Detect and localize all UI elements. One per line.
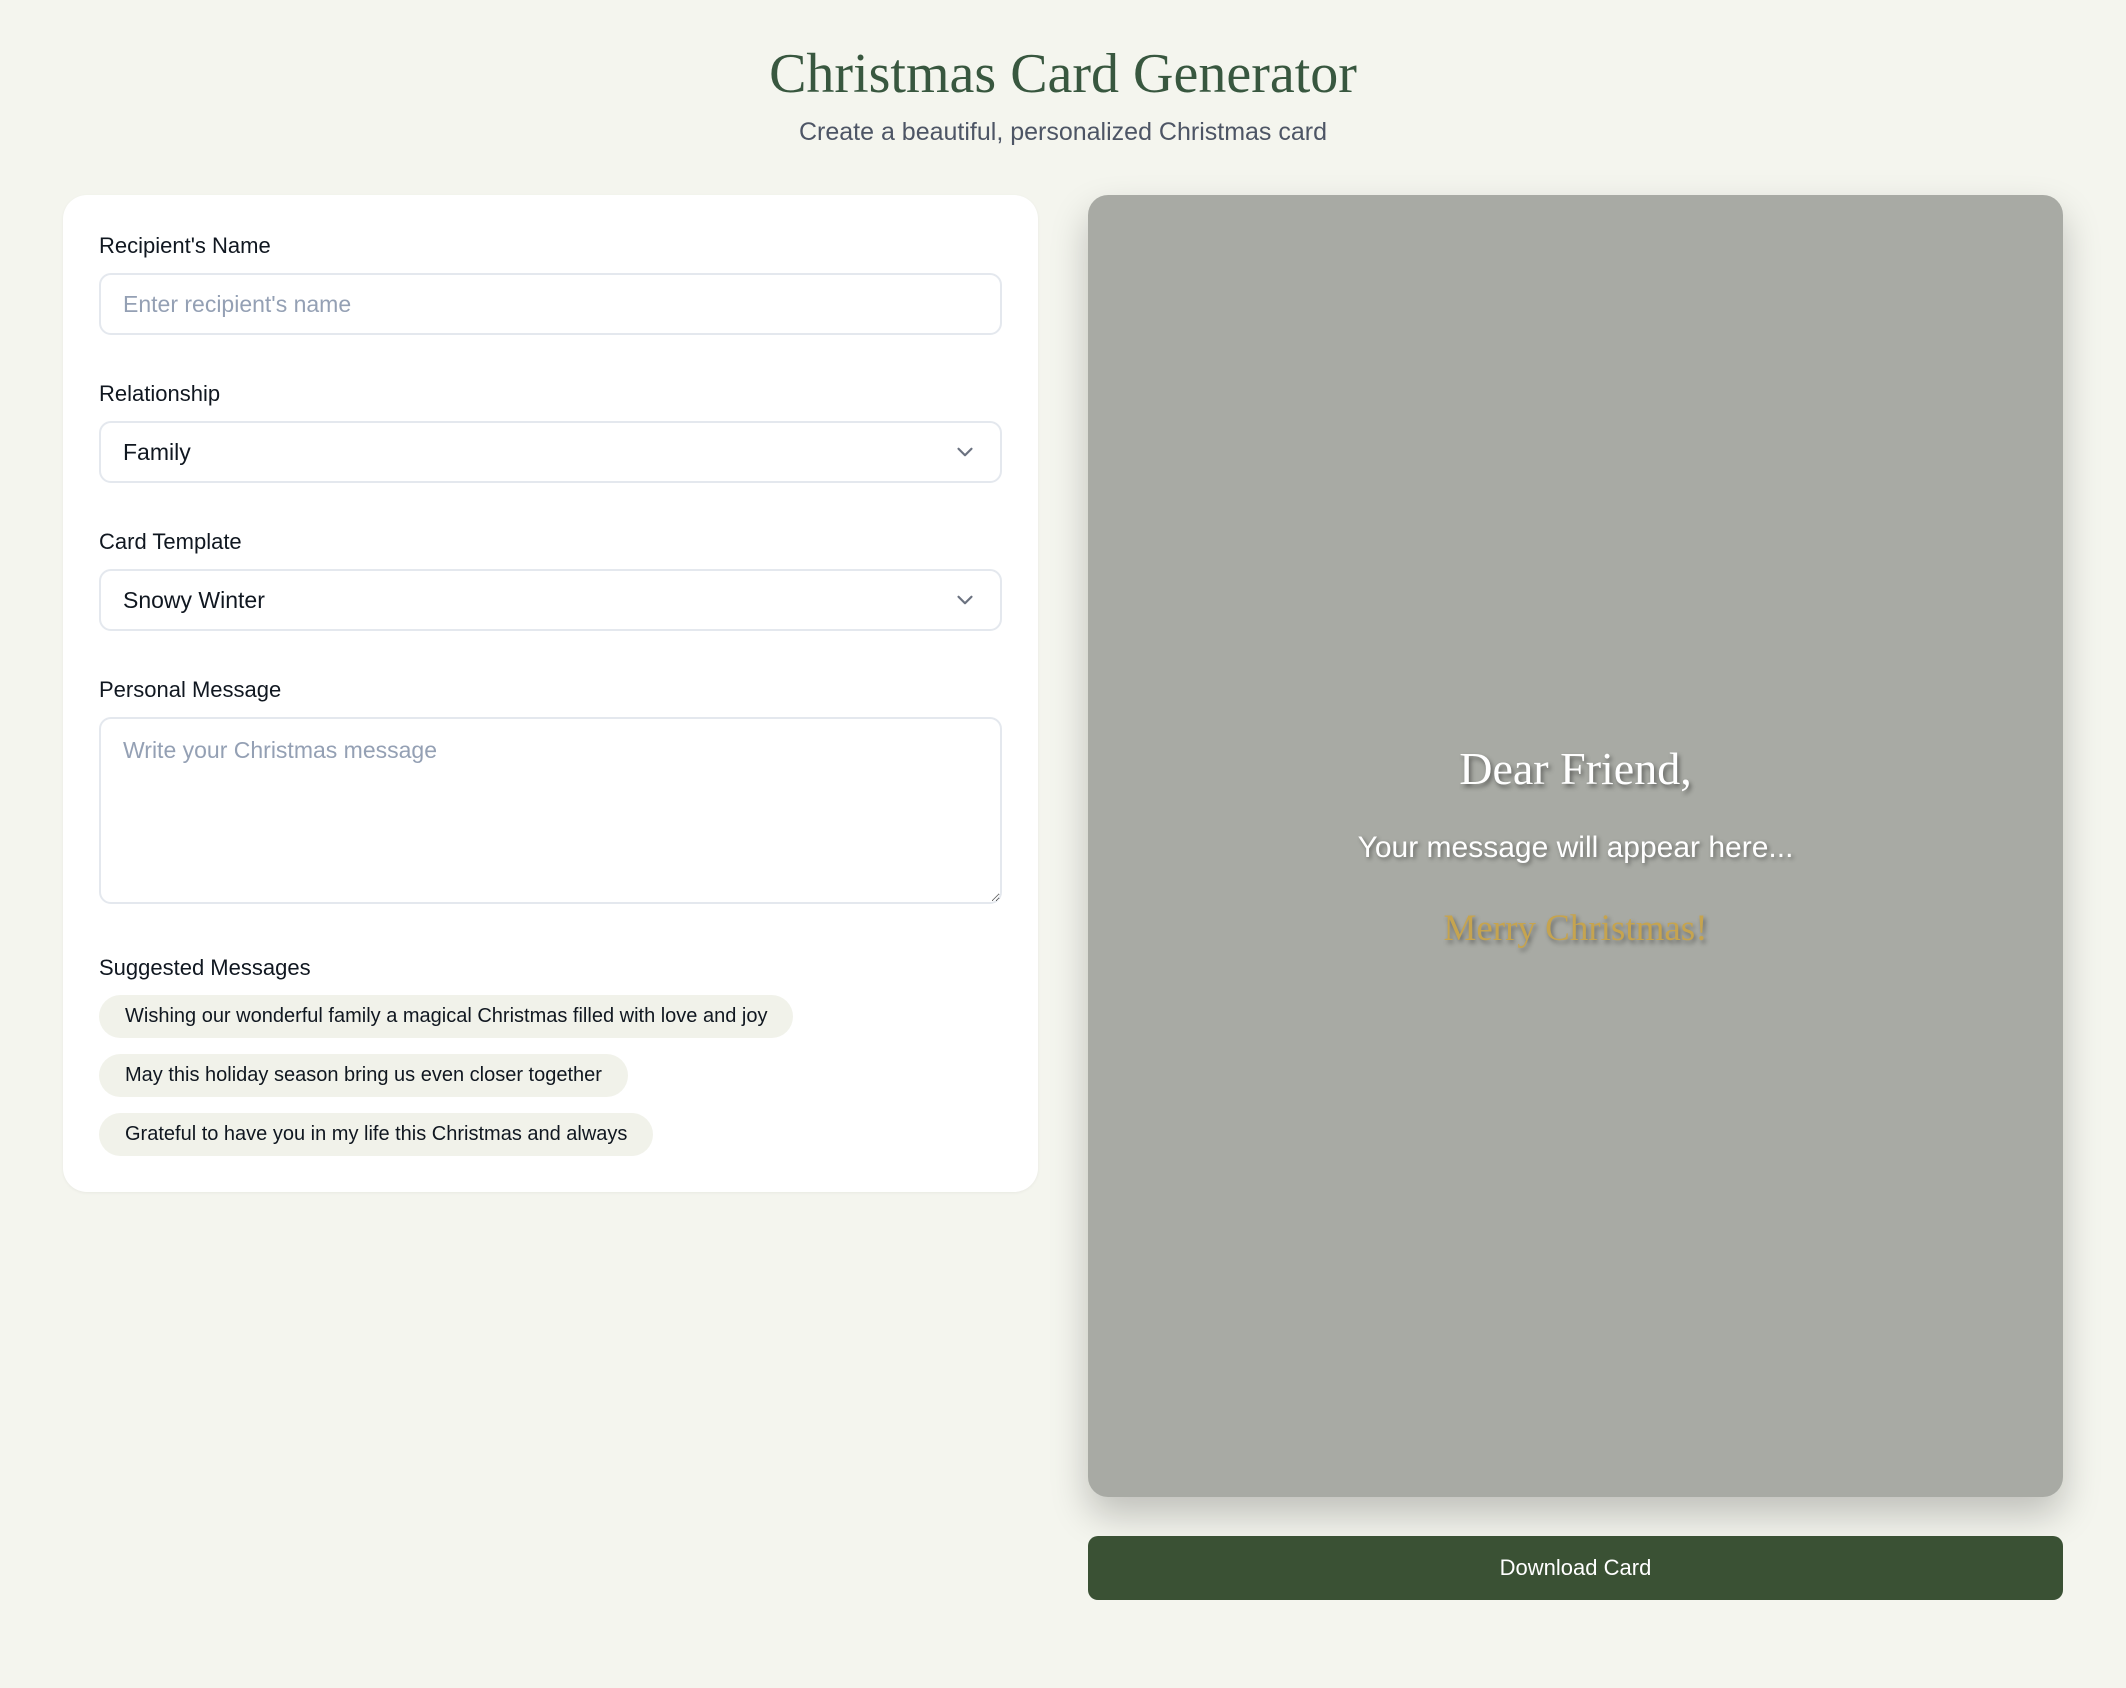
suggested-message-pill[interactable]: Wishing our wonderful family a magical Christmas filled with love and joy	[99, 995, 793, 1038]
personal-message-label: Personal Message	[99, 677, 282, 703]
relationship-field-group	[99, 379, 1002, 483]
download-card-button[interactable]: Download Card	[1088, 1536, 2063, 1600]
suggested-message-pill[interactable]: Grateful to have you in my life this Christmas and always	[99, 1113, 653, 1156]
preview-message: Your message will appear here...	[1357, 831, 1794, 865]
preview-closing: Merry Christmas!	[1443, 908, 1708, 950]
recipient-name-field-group	[99, 231, 1002, 335]
page-header	[0, 0, 2126, 147]
relationship-selected-value: Family	[123, 438, 191, 465]
suggested-message-pill[interactable]: May this holiday season bring us even closer together	[99, 1054, 628, 1097]
card-preview	[1088, 195, 2063, 1497]
suggested-messages-list	[99, 995, 1002, 1156]
suggested-messages-group	[99, 953, 1002, 1156]
page-subtitle: Create a beautiful, personalized Christmas card	[798, 118, 1328, 147]
relationship-select[interactable]	[99, 421, 1002, 483]
main-content	[63, 195, 2063, 1600]
preview-greeting: Dear Friend,	[1459, 743, 1692, 795]
relationship-label: Relationship	[99, 381, 221, 407]
card-form-panel	[63, 195, 1038, 1192]
card-template-field-group	[99, 527, 1002, 631]
personal-message-textarea[interactable]	[99, 717, 1002, 904]
chevron-down-icon	[952, 587, 978, 613]
recipient-name-input[interactable]	[99, 273, 1002, 335]
recipient-name-label: Recipient's Name	[99, 233, 271, 259]
card-template-label: Card Template	[99, 529, 242, 555]
personal-message-field-group	[99, 675, 1002, 909]
card-template-select[interactable]	[99, 569, 1002, 631]
card-template-selected-value: Snowy Winter	[123, 586, 265, 613]
chevron-down-icon	[952, 439, 978, 465]
preview-column	[1088, 195, 2063, 1600]
suggested-messages-label: Suggested Messages	[99, 955, 311, 981]
page-title: Christmas Card Generator	[769, 43, 1357, 105]
